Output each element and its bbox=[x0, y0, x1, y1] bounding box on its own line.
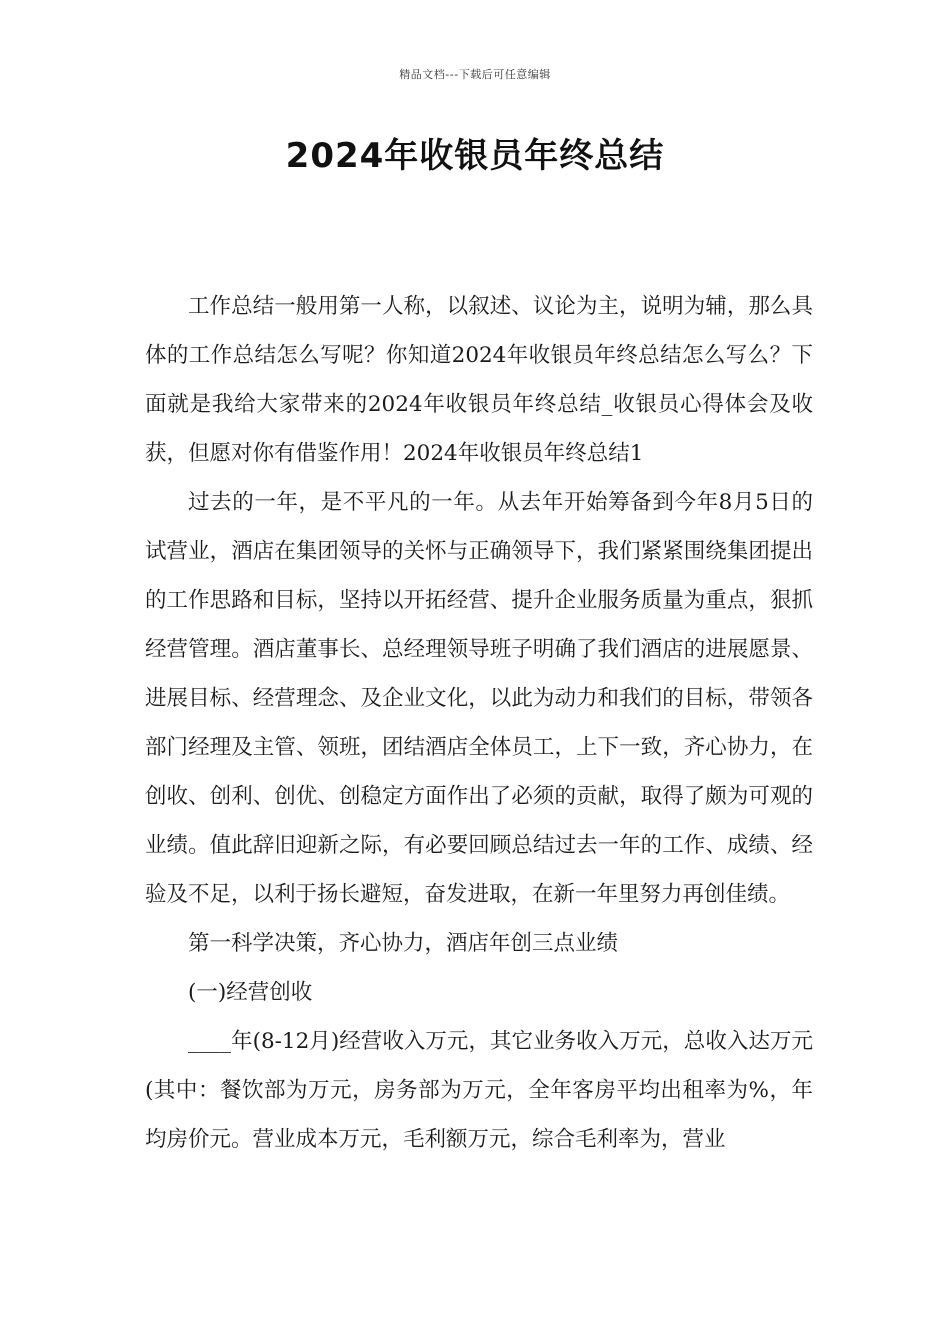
section-heading-1: 第一科学决策，齐心协力，酒店年创三点业绩 bbox=[188, 931, 619, 956]
paragraph-review: 过去的一年，是不平凡的一年。从去年开始筹备到今年8月5日的试营业，酒店在集团领导的关怀与正确领导下，我们紧紧围绕集团提出的工作思路和目标，坚持以开拓经营、提升企业服务质量为重点，狠抓经营管理。酒店董事长、总经理领导班子明确了我们酒店的进展愿景、进展目标、经营理念、及企业文化，以此为动力和我们的目标，带领各部门经理及主管、领班，团结酒店全体员工，上下一致，齐心协力，在创收、创利、创优、创稳定方面作出了必须的贡献，取得了颇为可观的业绩。值此辞旧迎新之际，有必要回顾总结过去一年的工作、成绩、经验及不足，以利于扬长避短，奋发进取，在新一年里努力再创佳绩。 bbox=[145, 490, 813, 907]
document-body bbox=[145, 282, 813, 1164]
header-note: 精品文档---下载后可任意编辑 bbox=[399, 68, 551, 81]
paragraph-revenue: ____年(8-12月)经营收入万元，其它业务收入万元，总收入达万元(其中：餐饮部为万元，房务部为万元，全年客房平均出租率为%，年均房价元。营业成本万元，毛利额万元，综合毛利率为，营业 bbox=[145, 1029, 813, 1152]
page-title: 2024年收银员年终总结 bbox=[285, 136, 665, 176]
subsection-heading-1: (一)经营创收 bbox=[188, 980, 313, 1005]
paragraph-intro: 工作总结一般用第一人称，以叙述、议论为主，说明为辅，那么具体的工作总结怎么写呢？你知道2024年收银员年终总结怎么写么？下面就是我给大家带来的2024年收银员年终总结_收银员心得体会及收获，但愿对你有借鉴作用！2024年收银员年终总结1 bbox=[145, 294, 813, 466]
